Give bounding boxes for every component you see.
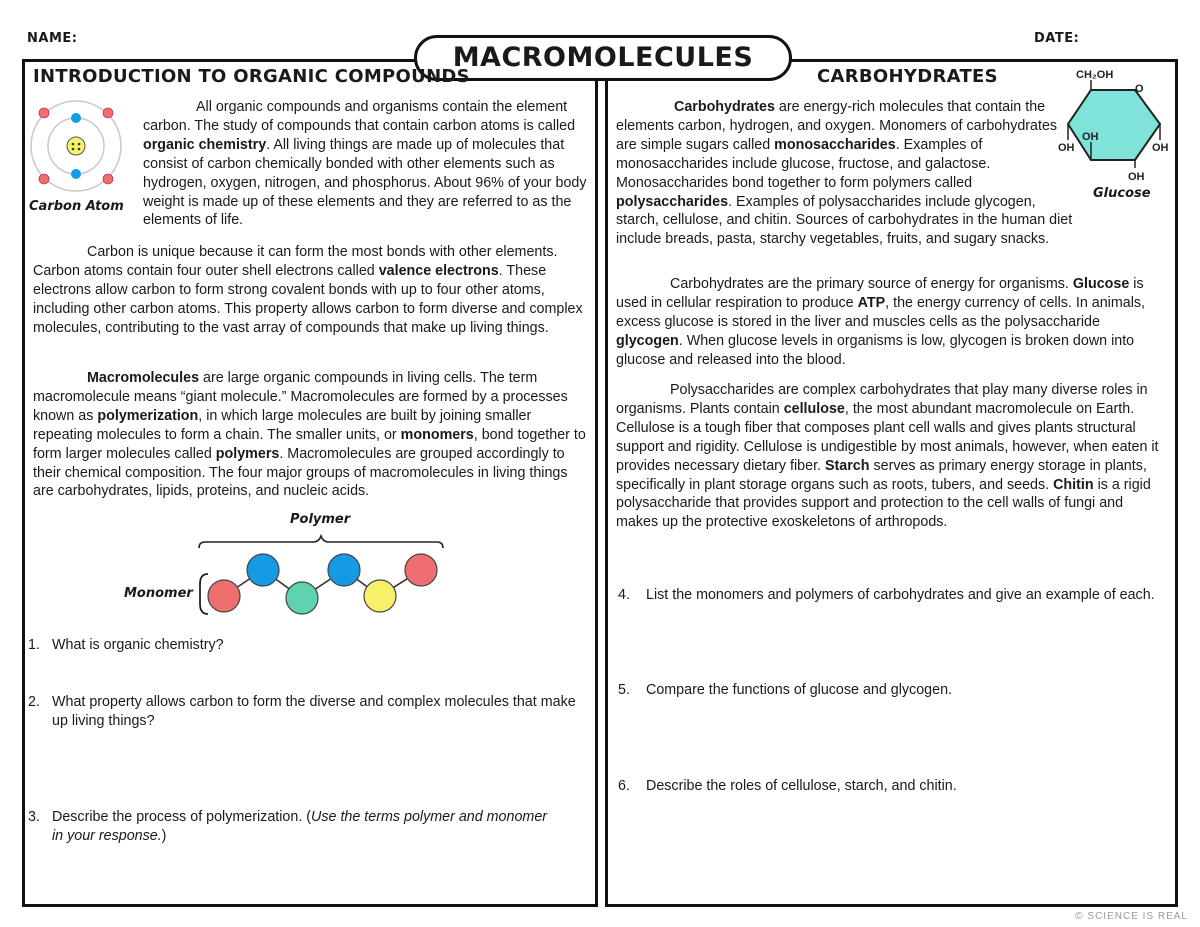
question-1: 1. What is organic chemistry? bbox=[28, 637, 224, 653]
carbon-atom-label: Carbon Atom bbox=[29, 199, 124, 214]
question-2: 2. What property allows carbon to form the diverse and complex molecules that make up living things? bbox=[28, 694, 576, 729]
carbs-paragraph-3: Polysaccharides are complex carbohydrates that play many diverse roles in organisms. Plants contain cellulose, the most abundant macromolecule on Earth. Cellulose is a tough fiber that composes plant cell walls and gives plants structural support and rigidity. Cellulose is undigestible by most animals, however, when eaten it provides necessary dietary fiber. Starch serves as primary energy storage in plants, specifically in plant storage organs such as roots, tubers, and seeds. Chitin is a rigid polysaccharide that provides support and protection to the cell walls of fungi and makes up the protective exoskeletons of arthropods. bbox=[616, 382, 1159, 531]
carbon-atom-diagram bbox=[26, 95, 130, 199]
glucose-ring-oxygen-label: O bbox=[1135, 83, 1144, 95]
glucose-oh-bottom-label: OH bbox=[1128, 171, 1145, 183]
glucose-ch2oh-label: CH₂OH bbox=[1076, 69, 1114, 81]
carbs-paragraph-2: Carbohydrates are the primary source of energy for organisms. Glucose is used in cellular respiration to produce ATP, the energy currency of cells. In animals, excess glucose is stored in the liver and muscles cells as the polysaccharide glycogen. When glucose levels in organisms is low, glycogen is broken down into glucose and released into the blood. bbox=[616, 276, 1145, 368]
carbohydrates-heading: CARBOHYDRATES bbox=[817, 66, 998, 87]
copyright-notice: © SCIENCE IS REAL bbox=[1075, 911, 1188, 922]
intro-paragraph-1: All organic compounds and organisms contain the element carbon. The study of compounds that contain carbon atoms is called organic chemistry. All living things are made up of molecules that consist of carbon chemically bonded with other elements such as hydrogen, oxygen, nitrogen, and phosphorus. About 96% of your body weight is made up of these elements and they are referred to as the elements of life. bbox=[143, 99, 587, 229]
page-title: MACROMOLECULES bbox=[414, 35, 792, 81]
intro-paragraph-3: Macromolecules are large organic compounds in living cells. The term macromolecule means “giant molecule.” Macromolecules are formed by a processes known as polymerization, in which large molecules are built by joining smaller repeating molecules to form a chain. The smaller units, or monomers, bond together to form larger molecules called polymers. Macromolecules are grouped accordingly to their chemical composition. The four major groups of macromolecules in living things are carbohydrates, lipids, proteins, and nucleic acids. bbox=[33, 370, 586, 500]
date-label: DATE: bbox=[1034, 31, 1080, 46]
glucose-oh-right-label: OH bbox=[1152, 142, 1169, 154]
monomer-label: Monomer bbox=[124, 586, 193, 601]
polymer-chain-diagram bbox=[196, 534, 452, 618]
name-label: NAME: bbox=[27, 31, 78, 46]
question-6: 6. Describe the roles of cellulose, starch, and chitin. bbox=[618, 778, 957, 794]
question-5: 5. Compare the functions of glucose and glycogen. bbox=[618, 682, 952, 698]
glucose-oh-left-label: OH bbox=[1058, 142, 1075, 154]
carbs-paragraph-1: Carbohydrates are energy-rich molecules that contain the elements carbon, hydrogen, and oxygen. Monomers of carbohydrates are simple sugars called monosaccharides. Examples of monosaccharides include glucose, fructose, and galactose. Monosaccharides bond together to form polymers called polysaccharides. Examples of polysaccharides include glycogen, starch, cellulose, and chitin. Sources of carbohydrates in the human diet include breads, pasta, starchy vegetables, fruits, and sugary snacks. bbox=[616, 99, 1073, 248]
question-3: 3. Describe the process of polymerization. (Use the terms polymer and monomer in your response.) bbox=[28, 809, 548, 844]
glucose-label: Glucose bbox=[1093, 186, 1151, 201]
intro-heading: INTRODUCTION TO ORGANIC COMPOUNDS bbox=[33, 66, 470, 87]
polymer-label: Polymer bbox=[290, 512, 351, 527]
question-4: 4. List the monomers and polymers of carbohydrates and give an example of each. bbox=[618, 587, 1155, 603]
glucose-oh-inner-label: OH bbox=[1082, 131, 1099, 143]
intro-paragraph-2: Carbon is unique because it can form the most bonds with other elements. Carbon atoms contain four outer shell electrons called valence electrons. These electrons allow carbon to form strong covalent bonds with up to four other atoms, including other carbon atoms. This property allows carbon to form diverse and complex molecules, contributing to the vast array of compounds that make up living things. bbox=[33, 244, 583, 336]
